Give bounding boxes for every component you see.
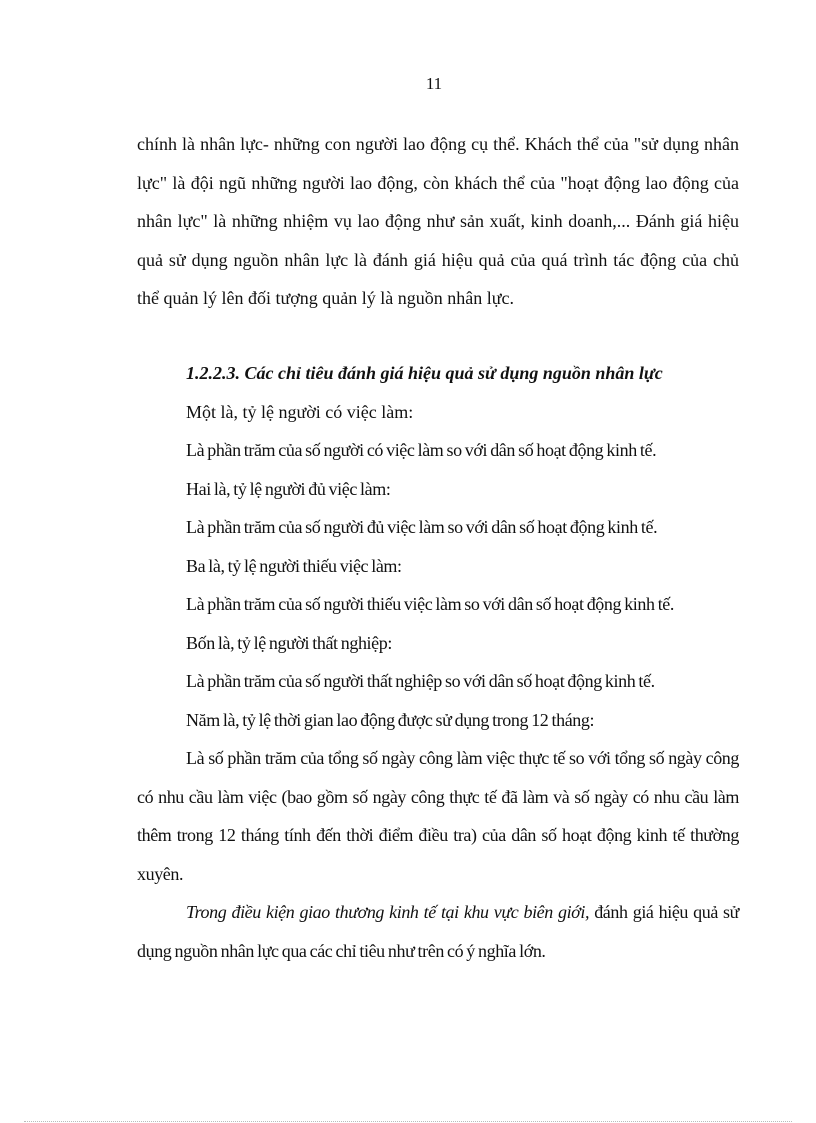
closing-rest: đánh giá hiệu quả sử dụng nguồn nhân lực qua các chỉ tiêu như trên có ý nghĩa lớn. (137, 902, 739, 961)
section-heading: 1.2.2.3. Các chỉ tiêu đánh giá hiệu quả sử dụng nguồn nhân lực (186, 363, 663, 383)
page-number: 11 (425, 74, 443, 93)
indicator-1-title: Một là, tỷ lệ người có việc làm: (186, 401, 414, 422)
indicator-4-definition: Là phần trăm của số người thất nghiệp so với dân số hoạt động kinh tế. (186, 671, 655, 691)
indicator-3-definition: Là phần trăm của số người thiếu việc làm so với dân số hoạt động kinh tế. (186, 594, 674, 614)
indicator-5-title: Năm là, tỷ lệ thời gian lao động được sử dụng trong 12 tháng: (186, 709, 595, 730)
closing-italic-lead: Trong điều kiện giao thương kinh tế tại khu vực biên giới, (186, 902, 590, 922)
indicator-3-title: Ba là, tỷ lệ người thiếu việc làm: (186, 555, 402, 576)
indicator-5-definition: Là số phần trăm của tổng số ngày công làm việc thực tế so với tổng số ngày công có nhu cầu làm việc (bao gồm số ngày công thực tế đã làm và số ngày có nhu cầu làm thêm trong 12 tháng tính đến thời điểm điều tra) của dân số hoạt động kinh tế thường xuyên. (137, 748, 739, 884)
indicator-1-definition: Là phần trăm của số người có việc làm so với dân số hoạt động kinh tế. (186, 440, 657, 460)
closing-paragraph (137, 893, 739, 970)
indicator-4-title: Bốn là, tỷ lệ người thất nghiệp: (186, 632, 392, 653)
page-bottom-rule (24, 1121, 792, 1122)
indicator-2-title: Hai là, tỷ lệ người đủ việc làm: (186, 478, 391, 499)
indicator-list (137, 354, 739, 739)
indicator-2-definition: Là phần trăm của số người đủ việc làm so với dân số hoạt động kinh tế. (186, 517, 658, 537)
body-paragraph-1: chính là nhân lực- những con người lao động cụ thể. Khách thể của "sử dụng nhân lực" là đội ngũ những người lao động, còn khách thể của "hoạt động lao động của nhân lực" là những nhiệm vụ lao động như sản xuất, kinh doanh,... Đánh giá hiệu quả sử dụng nguồn nhân lực là đánh giá hiệu quả của quá trình tác động của chủ thể quản lý lên đối tượng quản lý là nguồn nhân lực. (137, 134, 739, 308)
